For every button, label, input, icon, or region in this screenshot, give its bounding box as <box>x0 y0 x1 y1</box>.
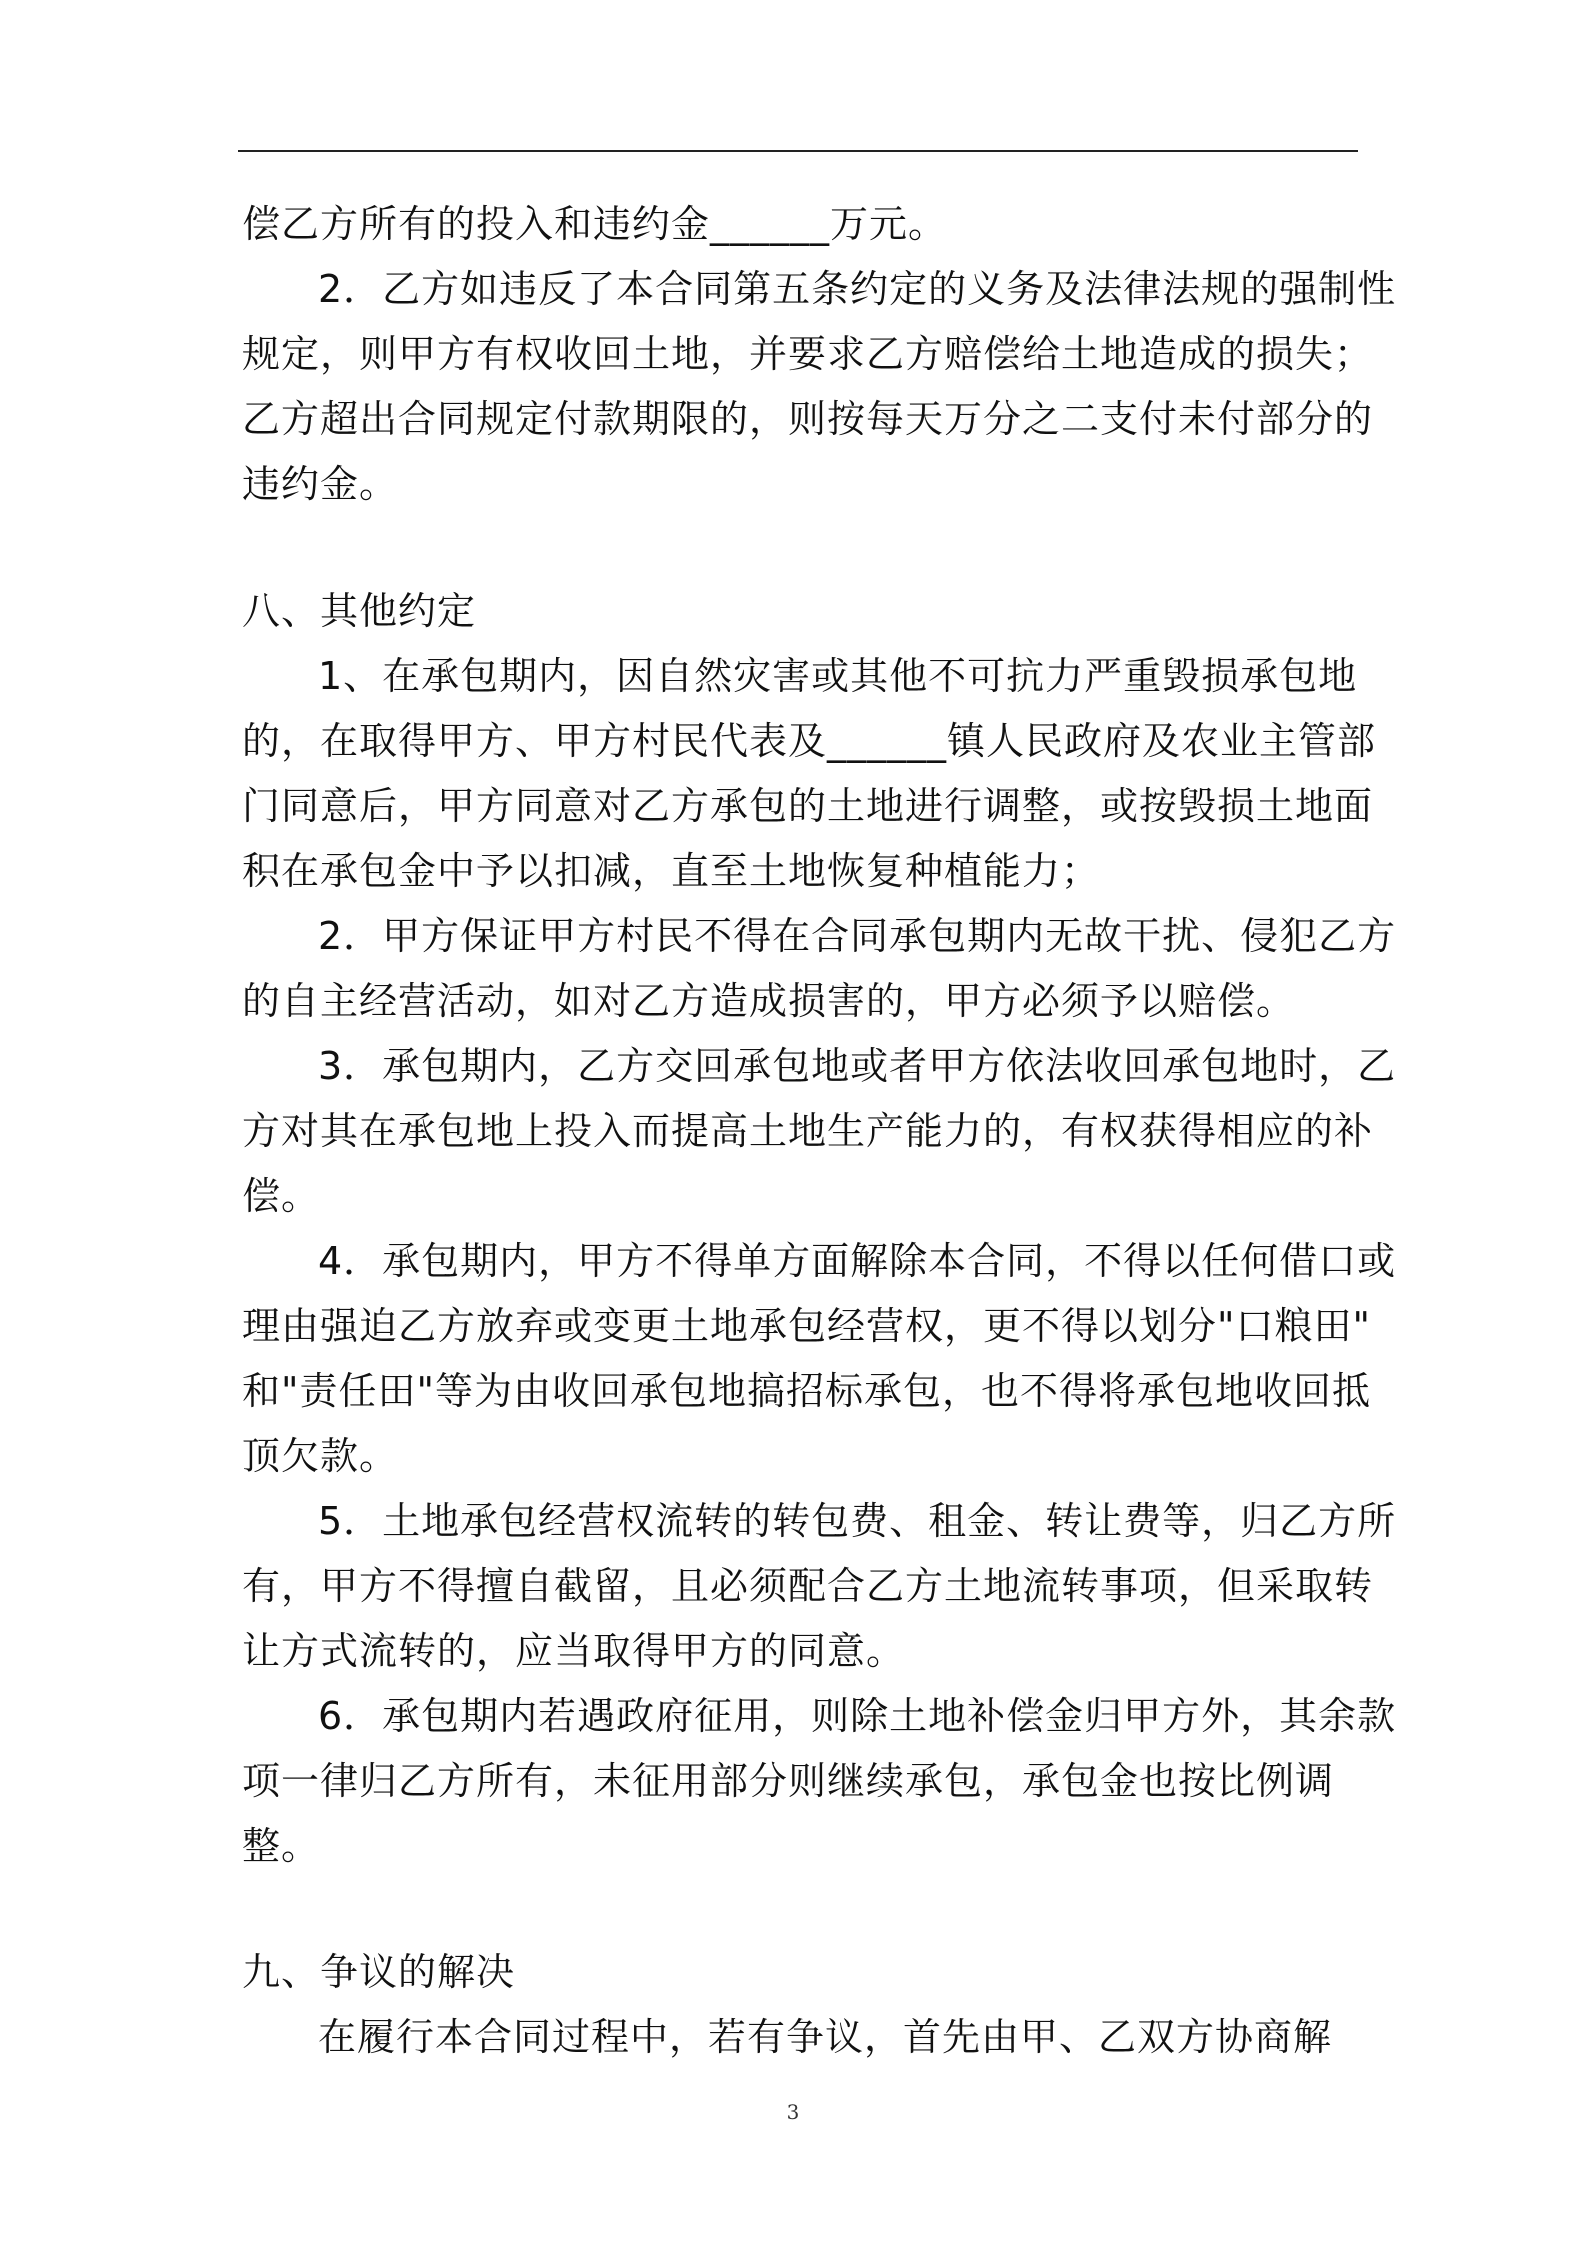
paragraph-line: 违约金。 <box>242 462 399 506</box>
page-number: 3 <box>786 2100 800 2124</box>
paragraph-line: 1、在承包期内，因自然灾害或其他不可抗力严重毁损承包地 <box>318 654 1358 698</box>
paragraph-line: 让方式流转的，应当取得甲方的同意。 <box>242 1629 906 1673</box>
paragraph-line: 项一律归乙方所有，未征用部分则继续承包，承包金也按比例调 <box>242 1759 1335 1803</box>
section-heading: 九、争议的解决 <box>242 1950 516 1994</box>
paragraph-line: 5．土地承包经营权流转的转包费、租金、转让费等，归乙方所 <box>318 1499 1397 1543</box>
paragraph-line: 整。 <box>242 1824 321 1868</box>
section-heading: 八、其他约定 <box>242 589 477 633</box>
paragraph-line: 方对其在承包地上投入而提高土地生产能力的，有权获得相应的补 <box>242 1109 1374 1153</box>
paragraph-line: 乙方超出合同规定付款期限的，则按每天万分之二支付未付部分的 <box>242 397 1374 441</box>
paragraph-line: 积在承包金中予以扣减，直至土地恢复种植能力； <box>242 849 1101 893</box>
paragraph-line: 有，甲方不得擅自截留，且必须配合乙方土地流转事项，但采取转 <box>242 1564 1374 1608</box>
header-rule <box>238 150 1358 152</box>
paragraph-line: 3．承包期内，乙方交回承包地或者甲方依法收回承包地时，乙 <box>318 1044 1397 1088</box>
paragraph-line: 2．甲方保证甲方村民不得在合同承包期内无故干扰、侵犯乙方 <box>318 914 1397 958</box>
paragraph-line: 在履行本合同过程中，若有争议，首先由甲、乙双方协商解 <box>318 2015 1333 2059</box>
paragraph-line: 门同意后，甲方同意对乙方承包的土地进行调整，或按毁损土地面 <box>242 784 1374 828</box>
paragraph-line: 理由强迫乙方放弃或变更土地承包经营权，更不得以划分"口粮田" <box>242 1304 1371 1348</box>
paragraph-line: 偿乙方所有的投入和违约金______万元。 <box>242 202 948 246</box>
paragraph-line: 的，在取得甲方、甲方村民代表及______镇人民政府及农业主管部 <box>242 719 1377 763</box>
paragraph-line: 的自主经营活动，如对乙方造成损害的，甲方必须予以赔偿。 <box>242 979 1296 1023</box>
paragraph-line: 偿。 <box>242 1174 321 1218</box>
paragraph-line: 顶欠款。 <box>242 1434 399 1478</box>
paragraph-line: 2．乙方如违反了本合同第五条约定的义务及法律法规的强制性 <box>318 267 1397 311</box>
paragraph-line: 规定，则甲方有权收回土地，并要求乙方赔偿给土地造成的损失； <box>242 332 1374 376</box>
paragraph-line: 和"责任田"等为由收回承包地搞招标承包，也不得将承包地收回抵 <box>242 1369 1371 1413</box>
paragraph-line: 4．承包期内，甲方不得单方面解除本合同，不得以任何借口或 <box>318 1239 1397 1283</box>
paragraph-line: 6．承包期内若遇政府征用，则除土地补偿金归甲方外，其余款 <box>318 1694 1397 1738</box>
